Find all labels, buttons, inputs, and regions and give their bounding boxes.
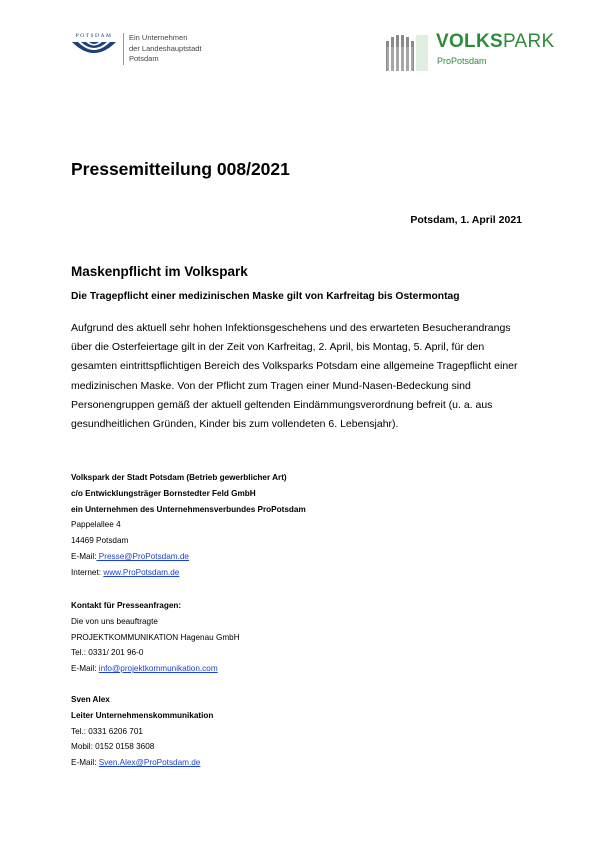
org-web-line	[71, 565, 306, 581]
person-role: Leiter Unternehmenskommunikation	[71, 710, 214, 720]
org-street: Pappelallee 4	[71, 520, 121, 530]
organization-block	[71, 470, 306, 581]
person-phone: Tel.: 0331 6206 701	[71, 726, 143, 736]
potsdam-tagline-line: Ein Unternehmen	[129, 33, 188, 42]
potsdam-tagline-line: Potsdam	[129, 54, 159, 63]
contact-line-1: Die von uns beauftragte	[71, 616, 158, 626]
date-line: Potsdam, 1. April 2021	[410, 214, 522, 226]
contact-line-2: PROJEKTKOMMUNIKATION Hagenau GmbH	[71, 632, 240, 642]
person-email-label: E-Mail:	[71, 758, 99, 768]
org-email-label: E-Mail:	[71, 551, 97, 561]
person-email-line	[71, 755, 213, 771]
org-line-1: Volkspark der Stadt Potsdam (Betrieb gewerblicher Art)	[71, 473, 287, 482]
person-mobile: Mobil: 0152 0158 3608	[71, 742, 155, 752]
volkspark-wordmark-part1: VOLKS	[436, 31, 503, 52]
volkspark-wordmark	[436, 31, 554, 53]
contact-email-link[interactable]: info@projektkommunikation.com	[98, 664, 218, 674]
person-contact-block	[71, 692, 213, 771]
contact-heading: Kontakt für Presseanfragen:	[71, 601, 182, 610]
contact-email-label: E-Mail:	[71, 664, 99, 674]
org-web-label: Internet:	[71, 567, 104, 577]
org-web-link[interactable]: www.ProPotsdam.de	[103, 567, 180, 577]
contact-email-line	[71, 661, 240, 677]
volkspark-wordmark-part2: PARK	[502, 31, 555, 52]
org-city: 14469 Potsdam	[71, 536, 129, 546]
org-email-link[interactable]: Presse@ProPotsdam.de	[96, 551, 189, 561]
press-contact-block	[71, 598, 240, 677]
org-line-2: c/o Entwicklungsträger Bornstedter Feld GmbH	[71, 488, 256, 498]
svg-text:POTSDAM: POTSDAM	[75, 33, 113, 39]
org-email-line	[71, 549, 306, 565]
volkspark-tree-icon	[385, 33, 429, 73]
contact-phone: Tel.: 0331/ 201 96-0	[71, 648, 144, 658]
page-title: Pressemitteilung 008/2021	[71, 159, 290, 179]
potsdam-tagline	[123, 33, 202, 65]
volkspark-subtitle: ProPotsdam	[437, 56, 487, 66]
potsdam-tagline-line: der Landeshauptstadt	[129, 43, 202, 53]
person-name: Sven Alex	[71, 695, 110, 704]
body-paragraph: Aufgrund des aktuell sehr hohen Infektionsgeschehens und des erwarteten Besucherandrangs über die Osterfeiertage gilt in der Zeit von Karfreitag, 2. April, bis Montag, 5. April, für den gesamten eintrittspflichtigen Bereich des Volksparks Potsdam eine allgemeine Tragepflicht einer medizinischen Maske. Von der Pflicht zum Tragen einer Mund-Nasen-Bedeckung sind Personengruppen gemäß der aktuell geltenden Eindämmungsverordnung befreit (u. a. aus gesundheitlichen Gründen, Kinder bis zum vollendeten 6. Lebensjahr).	[71, 322, 518, 431]
person-email-link[interactable]: Sven.Alex@ProPotsdam.de	[98, 758, 201, 768]
subheadline: Die Tragepflicht einer medizinischen Maske gilt von Karfreitag bis Ostermontag	[71, 291, 460, 302]
potsdam-emblem-icon	[68, 30, 120, 64]
body-text	[71, 319, 529, 434]
headline: Maskenpflicht im Volkspark	[71, 264, 248, 279]
org-line-3: ein Unternehmen des Unternehmensverbundes ProPotsdam	[71, 504, 306, 514]
